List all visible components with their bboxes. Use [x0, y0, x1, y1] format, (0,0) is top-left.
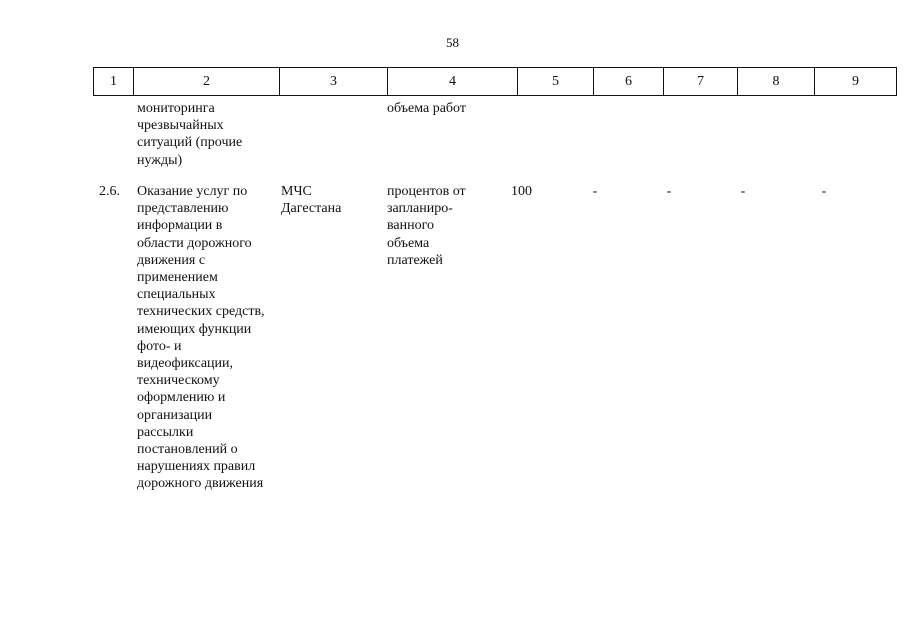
table-header-row — [94, 68, 897, 96]
continuation-col2-text: мониторинга чрезвычайных ситуаций (прочие нужды) — [137, 101, 243, 168]
row-2-6-executor: МЧС Дагестана — [281, 184, 342, 217]
header-col-9: 9 — [815, 68, 897, 96]
header-col-6: 6 — [594, 68, 664, 96]
header-col-8: 8 — [738, 68, 815, 96]
row-2-6-col9: - — [821, 184, 827, 199]
header-col-5: 5 — [518, 68, 594, 96]
table-header — [93, 67, 897, 96]
header-col-3: 3 — [280, 68, 388, 96]
page-number: 58 — [446, 35, 459, 50]
row-2-6-name: Оказание услуг по представлению информации в области дорожного движения с применением специальных технических средств, имеющих функции фото- и видеофиксации, техническому оформлению и организации рассылки постановлений о нарушениях правил дорожного движения — [137, 184, 265, 492]
header-col-2: 2 — [134, 68, 280, 96]
header-col-4: 4 — [388, 68, 518, 96]
header-col-7: 7 — [664, 68, 738, 96]
row-2-6-value: 100 — [511, 184, 532, 199]
row-2-6-unit: процентов от запланиро- ванного объема платежей — [387, 184, 466, 268]
row-2-6-number: 2.6. — [99, 184, 120, 199]
row-2-6-col7: - — [666, 184, 672, 199]
row-2-6-col8: - — [740, 184, 746, 199]
row-2-6-col6: - — [592, 184, 598, 199]
continuation-col4-text: объема работ — [387, 101, 466, 116]
header-col-1: 1 — [94, 68, 134, 96]
